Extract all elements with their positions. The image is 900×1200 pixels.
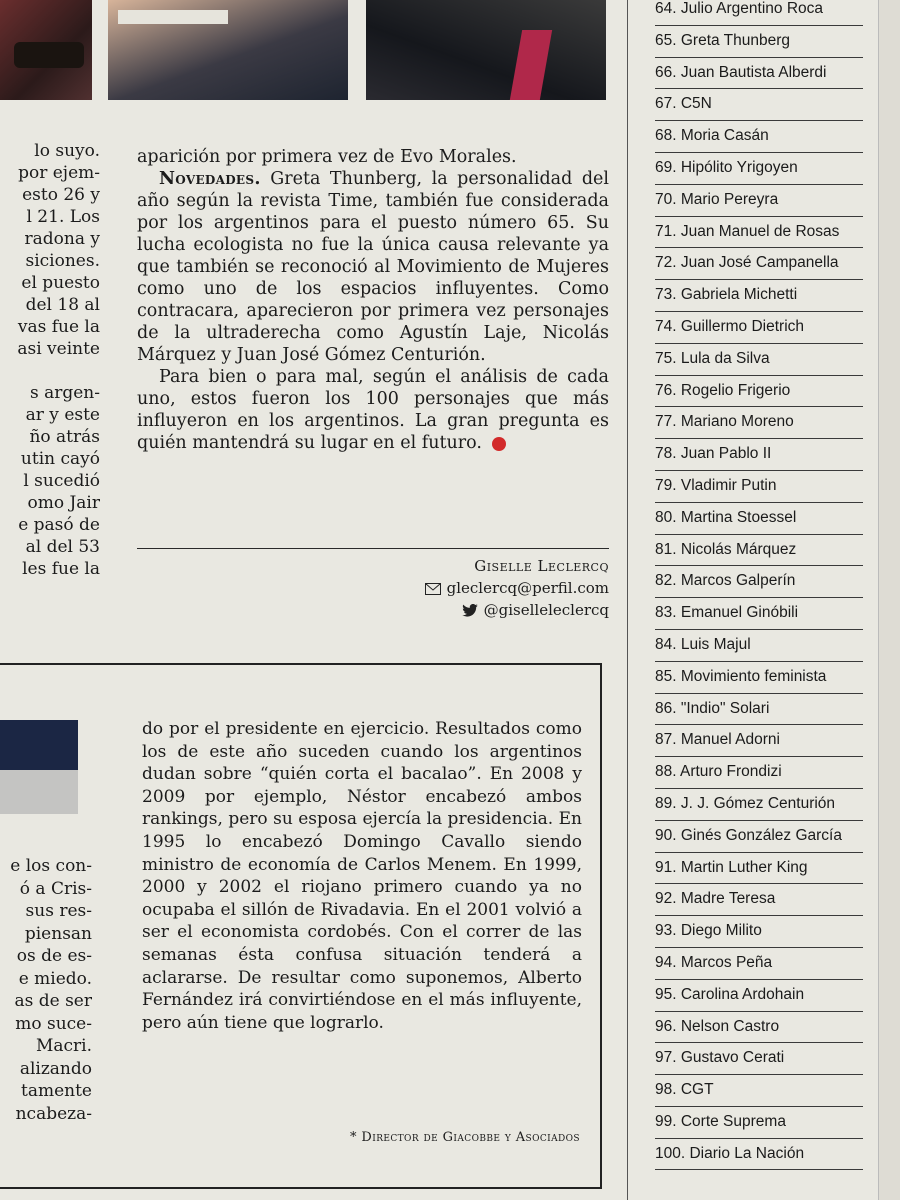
author-twitter: @giselleleclercq bbox=[483, 601, 609, 619]
ranking-item: 74. Guillermo Dietrich bbox=[655, 312, 863, 344]
byline bbox=[300, 555, 609, 621]
left-column-line: utin cayó bbox=[20, 449, 100, 469]
left-column-line: ar y este bbox=[25, 405, 100, 425]
left-column-line: mo suce- bbox=[15, 1013, 92, 1034]
left-column-line: l sucedió bbox=[23, 471, 100, 491]
ranking-item: 91. Martin Luther King bbox=[655, 853, 863, 885]
ranking-item: 80. Martina Stoessel bbox=[655, 503, 863, 535]
ranking-item: 97. Gustavo Cerati bbox=[655, 1043, 863, 1075]
ranking-list bbox=[655, 0, 863, 1170]
ranking-item: 65. Greta Thunberg bbox=[655, 26, 863, 58]
ranking-item: 73. Gabriela Michetti bbox=[655, 280, 863, 312]
left-column-line: s argen- bbox=[29, 383, 100, 403]
paragraph-3-text: Para bien o para mal, según el análisis de cada uno, estos fueron los 100 personajes que más influyeron en los argentinos. La gran pregunta es quién mantendrá su lugar en el futuro. bbox=[137, 367, 609, 453]
column-divider bbox=[627, 0, 628, 1200]
byline-rule bbox=[137, 548, 609, 549]
left-column-line: ó a Cris- bbox=[19, 878, 92, 899]
ranking-item: 66. Juan Bautista Alberdi bbox=[655, 58, 863, 90]
ranking-item: 75. Lula da Silva bbox=[655, 344, 863, 376]
author-email-line[interactable] bbox=[300, 577, 609, 599]
left-column-line: ncabeza- bbox=[15, 1103, 92, 1124]
ranking-item: 88. Arturo Frondizi bbox=[655, 757, 863, 789]
photo-left bbox=[0, 0, 92, 100]
ranking-item: 83. Emanuel Ginóbili bbox=[655, 598, 863, 630]
ranking-item: 72. Juan José Campanella bbox=[655, 248, 863, 280]
ranking-item: 100. Diario La Nación bbox=[655, 1139, 863, 1171]
ranking-item: 95. Carolina Ardohain bbox=[655, 980, 863, 1012]
page-edge bbox=[878, 0, 900, 1200]
end-of-article-dot bbox=[492, 437, 506, 451]
left-column-line: al del 53 bbox=[25, 537, 100, 557]
kicker-novedades: Novedades. bbox=[159, 169, 261, 189]
paragraph-2 bbox=[137, 168, 609, 366]
twitter-bird-icon bbox=[462, 604, 478, 617]
ranking-item: 96. Nelson Castro bbox=[655, 1012, 863, 1044]
ranking-item: 92. Madre Teresa bbox=[655, 884, 863, 916]
left-column-line: e pasó de bbox=[18, 515, 100, 535]
left-column-line: sus res- bbox=[25, 901, 92, 921]
left-column-line: Macri. bbox=[35, 1036, 92, 1056]
box-footnote: * Director de Giacobbe y Asociados bbox=[350, 1130, 580, 1145]
photo-right bbox=[366, 0, 606, 100]
ranking-item: 84. Luis Majul bbox=[655, 630, 863, 662]
left-column-line: piensan bbox=[24, 923, 92, 944]
ranking-item: 87. Manuel Adorni bbox=[655, 725, 863, 757]
author-email: gleclercq@perfil.com bbox=[446, 579, 609, 597]
paragraph-3 bbox=[137, 366, 609, 454]
ranking-item: 79. Vladimir Putin bbox=[655, 471, 863, 503]
grey-color-block bbox=[0, 770, 78, 814]
left-column-line: del 18 al bbox=[25, 295, 100, 315]
ranking-item: 68. Moria Casán bbox=[655, 121, 863, 153]
left-column-line: asi veinte bbox=[17, 339, 100, 359]
left-column-line: el puesto bbox=[21, 273, 100, 293]
left-column-line: por ejem- bbox=[18, 163, 100, 183]
ranking-item: 70. Mario Pereyra bbox=[655, 185, 863, 217]
paragraph-2-text: Greta Thunberg, la personalidad del año según la revista Time, también fue considerada por los argentinos para el puesto número 65. Su lucha ecologista no fue la única causa relevante ya que también se reconoció al Movimiento de Mujeres como uno de los espacios influyentes. Como contracara, aparecieron por primera vez personajes de la ultraderecha como Agustín Laje, Nicolás Márquez y Juan José Gómez Centurión. bbox=[137, 169, 609, 365]
ranking-item: 76. Rogelio Frigerio bbox=[655, 376, 863, 408]
left-column-line: vas fue la bbox=[17, 317, 100, 337]
ranking-item: 90. Ginés González García bbox=[655, 821, 863, 853]
photo-center bbox=[108, 0, 348, 100]
box-paragraph: do por el presidente en ejercicio. Resultados como los de este año suceden cuando los argentinos dudan sobre “quién corta el bacalao”. En 2008 y 2009 por ejemplo, Néstor encabezó ambos rankings, pero su esposa ejercía la presidencia. En 1995 lo encabezó Domingo Cavallo siendo ministro de economía de Carlos Menem. En 1999, 2000 y 2002 el riojano primero cuando ya no ocupaba el sillón de Rivadavia. En el 2001 volvió a ser el economista cordobés. Con el correr de las semanas ésta confusa situación tenderá a aclararse. De resultar como suponemos, Alberto Fernández irá convirtiéndose en el más influyente, pero aún tiene que lograrlo. bbox=[142, 719, 582, 1033]
left-column-line: e miedo. bbox=[18, 968, 92, 989]
left-column-line: os de es- bbox=[16, 946, 92, 966]
ranking-item: 71. Juan Manuel de Rosas bbox=[655, 217, 863, 249]
left-column-line: alizando bbox=[19, 1058, 92, 1079]
ranking-item: 93. Diego Milito bbox=[655, 916, 863, 948]
left-column-line: omo Jair bbox=[27, 493, 100, 513]
ranking-item: 85. Movimiento feminista bbox=[655, 662, 863, 694]
left-column-line: e los con- bbox=[10, 856, 92, 876]
left-column-line: as de ser bbox=[14, 991, 92, 1011]
left-column-fragment-top bbox=[0, 140, 100, 640]
ranking-item: 98. CGT bbox=[655, 1075, 863, 1107]
ranking-item: 81. Nicolás Márquez bbox=[655, 535, 863, 567]
ranking-item: 99. Corte Suprema bbox=[655, 1107, 863, 1139]
left-column-line: esto 26 y bbox=[22, 185, 100, 205]
ranking-item: 86. "Indio" Solari bbox=[655, 694, 863, 726]
left-column-line: siciones. bbox=[25, 251, 100, 271]
left-column-line: lo suyo. bbox=[34, 141, 100, 161]
left-column-line: radona y bbox=[24, 229, 100, 249]
author-name: Giselle Leclercq bbox=[474, 557, 609, 575]
ranking-item: 78. Juan Pablo II bbox=[655, 439, 863, 471]
left-column-line: l 21. Los bbox=[26, 207, 100, 227]
paragraph-1: aparición por primera vez de Evo Morales. bbox=[137, 147, 517, 167]
ranking-item: 94. Marcos Peña bbox=[655, 948, 863, 980]
photo-strip bbox=[0, 0, 610, 108]
left-column-line: tamente bbox=[21, 1081, 92, 1101]
ranking-item: 64. Julio Argentino Roca bbox=[655, 0, 863, 26]
ranking-item: 77. Mariano Moreno bbox=[655, 407, 863, 439]
wristwatch-detail bbox=[14, 42, 84, 68]
left-column-line: les fue la bbox=[22, 559, 100, 579]
left-column-line bbox=[0, 360, 100, 382]
left-column-fragment-bottom bbox=[0, 855, 92, 1155]
tie-detail bbox=[510, 30, 552, 100]
box-body bbox=[142, 718, 582, 1034]
article-body bbox=[137, 146, 609, 454]
photo-label-strip bbox=[118, 10, 228, 24]
left-column-line: ño atrás bbox=[29, 427, 100, 447]
author-twitter-line[interactable] bbox=[300, 599, 609, 621]
ranking-item: 67. C5N bbox=[655, 89, 863, 121]
navy-color-block bbox=[0, 720, 78, 770]
ranking-item: 89. J. J. Gómez Centurión bbox=[655, 789, 863, 821]
envelope-icon bbox=[425, 583, 441, 595]
ranking-item: 69. Hipólito Yrigoyen bbox=[655, 153, 863, 185]
ranking-item: 82. Marcos Galperín bbox=[655, 566, 863, 598]
